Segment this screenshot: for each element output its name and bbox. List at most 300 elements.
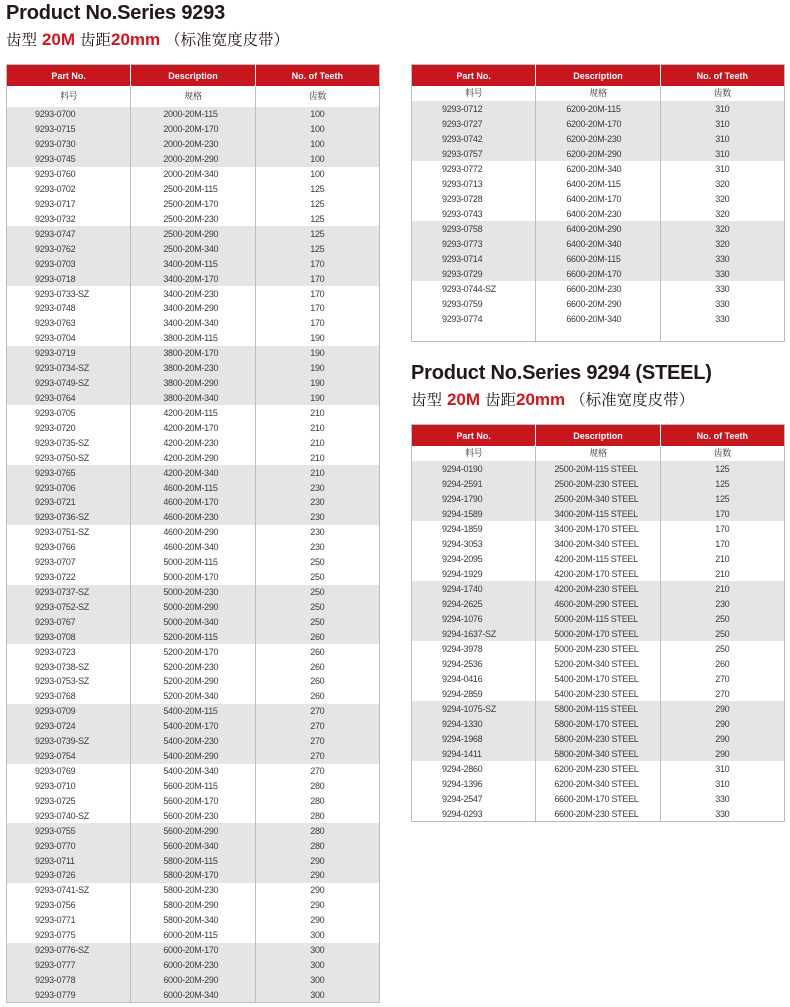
part-no-cell: 9294-2095 bbox=[442, 553, 483, 564]
teeth-cell: 250 bbox=[660, 626, 784, 641]
table-row bbox=[7, 883, 380, 898]
teeth-cell: 125 bbox=[255, 182, 379, 197]
part-no-cell: 9293-0728 bbox=[442, 193, 483, 204]
teeth-cell: 250 bbox=[255, 599, 379, 614]
part-no-cell: 9294-1589 bbox=[412, 506, 536, 521]
part-no-cell: 9294-2536 bbox=[442, 658, 483, 669]
part-no-cell: 9293-0752-SZ bbox=[7, 599, 131, 614]
subtitle-profile: 20M bbox=[41, 30, 76, 49]
table-row bbox=[7, 734, 380, 749]
teeth-cell: 125 bbox=[660, 491, 784, 506]
subheader-row bbox=[7, 86, 380, 107]
table-row bbox=[7, 525, 380, 540]
part-no-cell: 9293-0724 bbox=[7, 719, 131, 734]
part-no-cell: 9294-0416 bbox=[442, 673, 483, 684]
table-row bbox=[412, 266, 785, 281]
description-cell: 3400-20M-290 bbox=[131, 301, 255, 316]
table-row bbox=[7, 778, 380, 793]
description-cell: 5800-20M-230 STEEL bbox=[536, 731, 660, 746]
table-row bbox=[412, 671, 785, 686]
teeth-cell: 320 bbox=[660, 176, 784, 191]
table-row bbox=[7, 943, 380, 958]
table-row bbox=[7, 510, 380, 525]
subheader-part-no: 料号 bbox=[464, 88, 483, 99]
table-row bbox=[7, 167, 380, 182]
table-row bbox=[7, 540, 380, 555]
teeth-cell: 290 bbox=[255, 868, 379, 883]
part-no-cell: 9293-0712 bbox=[412, 101, 536, 116]
description-cell: 5400-20M-170 bbox=[131, 719, 255, 734]
description-cell: 6400-20M-290 bbox=[536, 221, 660, 236]
table-row bbox=[412, 236, 785, 251]
teeth-cell: 290 bbox=[660, 746, 784, 761]
part-no-cell: 9294-2860 bbox=[442, 763, 483, 774]
table-empty-row bbox=[412, 326, 785, 342]
series-9294-table bbox=[411, 424, 785, 822]
subheader-description: 规格 bbox=[536, 446, 660, 461]
description-cell: 5200-20M-290 bbox=[131, 674, 255, 689]
teeth-cell: 330 bbox=[660, 296, 784, 311]
table-row bbox=[7, 316, 380, 331]
description-cell: 2000-20M-230 bbox=[131, 137, 255, 152]
table-row bbox=[7, 197, 380, 212]
part-no-cell: 9294-1411 bbox=[412, 746, 536, 761]
table-row bbox=[7, 376, 380, 391]
part-no-cell: 9293-0703 bbox=[7, 256, 131, 271]
teeth-cell: 310 bbox=[660, 761, 784, 776]
col-header-teeth: No. of Teeth bbox=[660, 425, 784, 447]
description-cell: 6400-20M-230 bbox=[536, 206, 660, 221]
part-no-cell: 9293-0767 bbox=[7, 614, 131, 629]
teeth-cell: 280 bbox=[255, 778, 379, 793]
subtitle-profile: 20M bbox=[446, 390, 481, 409]
part-no-cell: 9293-0765 bbox=[7, 465, 131, 480]
teeth-cell: 125 bbox=[255, 211, 379, 226]
col-header-part-no: Part No. bbox=[412, 425, 536, 447]
table-row bbox=[412, 146, 785, 161]
part-no-cell: 9293-0719 bbox=[7, 346, 131, 361]
description-cell: 5400-20M-230 STEEL bbox=[536, 686, 660, 701]
table-row bbox=[7, 137, 380, 152]
description-cell: 6000-20M-170 bbox=[131, 943, 255, 958]
description-cell: 5800-20M-230 bbox=[131, 883, 255, 898]
table-row bbox=[412, 716, 785, 731]
part-no-cell: 9293-0715 bbox=[7, 122, 131, 137]
part-no-cell: 9293-0726 bbox=[7, 868, 131, 883]
part-no-cell: 9293-0706 bbox=[7, 480, 131, 495]
table-row bbox=[412, 536, 785, 551]
subheader-part-no: 料号 bbox=[464, 448, 483, 459]
table-row bbox=[412, 611, 785, 626]
series-9293-table-left bbox=[6, 64, 380, 1003]
part-no-cell: 9293-0763 bbox=[35, 318, 76, 329]
description-cell: 6600-20M-115 bbox=[536, 251, 660, 266]
description-cell: 6600-20M-230 bbox=[536, 281, 660, 296]
teeth-cell: 170 bbox=[660, 506, 784, 521]
teeth-cell: 170 bbox=[255, 256, 379, 271]
description-cell: 5600-20M-290 bbox=[131, 823, 255, 838]
part-no-cell: 9294-1076 bbox=[412, 611, 536, 626]
table-row bbox=[7, 659, 380, 674]
part-no-cell: 9293-0711 bbox=[7, 853, 131, 868]
teeth-cell: 250 bbox=[255, 585, 379, 600]
table-row bbox=[7, 256, 380, 271]
teeth-cell: 190 bbox=[255, 391, 379, 406]
teeth-cell: 230 bbox=[255, 540, 379, 555]
table-row bbox=[7, 958, 380, 973]
table-row bbox=[412, 506, 785, 521]
description-cell: 5000-20M-230 STEEL bbox=[536, 641, 660, 656]
teeth-cell: 280 bbox=[255, 823, 379, 838]
table-row bbox=[7, 152, 380, 167]
teeth-cell: 260 bbox=[660, 656, 784, 671]
description-cell: 5200-20M-170 bbox=[131, 644, 255, 659]
table-row bbox=[7, 868, 380, 883]
subtitle-suffix: （标准宽度皮带） bbox=[570, 391, 695, 409]
teeth-cell: 310 bbox=[660, 116, 784, 131]
description-cell: 4600-20M-230 bbox=[131, 510, 255, 525]
table-row bbox=[412, 731, 785, 746]
teeth-cell: 300 bbox=[255, 987, 379, 1002]
part-no-cell: 9293-0734-SZ bbox=[7, 361, 131, 376]
description-cell: 3400-20M-340 bbox=[131, 316, 255, 331]
empty-cell bbox=[412, 326, 536, 342]
description-cell: 3400-20M-170 bbox=[131, 271, 255, 286]
description-cell: 5800-20M-115 bbox=[131, 853, 255, 868]
part-no-cell: 9293-0775 bbox=[35, 930, 76, 941]
part-no-cell: 9293-0773 bbox=[412, 236, 536, 251]
description-cell: 5200-20M-340 bbox=[131, 689, 255, 704]
description-cell: 3800-20M-340 bbox=[131, 391, 255, 406]
teeth-cell: 170 bbox=[660, 536, 784, 551]
part-no-cell: 9293-0772 bbox=[442, 163, 483, 174]
part-no-cell: 9294-1330 bbox=[412, 716, 536, 731]
teeth-cell: 310 bbox=[660, 146, 784, 161]
teeth-cell: 310 bbox=[660, 101, 784, 116]
part-no-cell: 9293-0718 bbox=[7, 271, 131, 286]
teeth-cell: 100 bbox=[255, 152, 379, 167]
part-no-cell: 9294-1637-SZ bbox=[412, 626, 536, 641]
table-row bbox=[7, 704, 380, 719]
part-no-cell: 9293-0779 bbox=[7, 987, 131, 1002]
part-no-cell: 9293-0774 bbox=[442, 313, 483, 324]
table-row bbox=[7, 823, 380, 838]
teeth-cell: 210 bbox=[660, 551, 784, 566]
table-row bbox=[7, 913, 380, 928]
description-cell: 6400-20M-170 bbox=[536, 191, 660, 206]
teeth-cell: 125 bbox=[255, 226, 379, 241]
teeth-cell: 300 bbox=[255, 958, 379, 973]
teeth-cell: 290 bbox=[660, 731, 784, 746]
table-row bbox=[7, 808, 380, 823]
description-cell: 5800-20M-115 STEEL bbox=[536, 701, 660, 716]
description-cell: 6200-20M-230 STEEL bbox=[536, 761, 660, 776]
subheader-row bbox=[412, 446, 785, 461]
series-9293-subtitle bbox=[6, 28, 289, 50]
part-no-cell: 9294-0190 bbox=[412, 461, 536, 476]
description-cell: 6600-20M-170 STEEL bbox=[536, 791, 660, 806]
subtitle-prefix: 齿型 bbox=[411, 391, 443, 409]
description-cell: 4200-20M-340 bbox=[131, 465, 255, 480]
part-no-cell: 9293-0750-SZ bbox=[35, 452, 89, 463]
header-row bbox=[412, 65, 785, 87]
teeth-cell: 125 bbox=[255, 241, 379, 256]
table-row bbox=[7, 853, 380, 868]
description-cell: 4200-20M-115 STEEL bbox=[536, 551, 660, 566]
part-no-cell: 9294-3053 bbox=[442, 538, 483, 549]
description-cell: 6200-20M-340 bbox=[536, 161, 660, 176]
part-no-cell: 9293-0753-SZ bbox=[35, 676, 89, 687]
description-cell: 5400-20M-115 bbox=[131, 704, 255, 719]
description-cell: 2500-20M-170 bbox=[131, 197, 255, 212]
table-row bbox=[7, 614, 380, 629]
part-no-cell: 9293-0756 bbox=[35, 900, 76, 911]
part-no-cell: 9293-0776-SZ bbox=[7, 943, 131, 958]
teeth-cell: 300 bbox=[255, 928, 379, 943]
teeth-cell: 210 bbox=[255, 465, 379, 480]
description-cell: 2500-20M-115 bbox=[131, 182, 255, 197]
part-no-cell: 9293-0708 bbox=[7, 629, 131, 644]
teeth-cell: 210 bbox=[255, 450, 379, 465]
part-no-cell: 9294-0293 bbox=[442, 808, 483, 819]
description-cell: 5400-20M-290 bbox=[131, 749, 255, 764]
teeth-cell: 190 bbox=[255, 331, 379, 346]
description-cell: 5600-20M-340 bbox=[131, 838, 255, 853]
description-cell: 4600-20M-340 bbox=[131, 540, 255, 555]
series-9293-title: Product No.Series 9293 bbox=[6, 2, 226, 24]
table-row bbox=[412, 476, 785, 491]
table-row bbox=[412, 641, 785, 656]
part-no-cell: 9293-0732 bbox=[35, 213, 76, 224]
table-row bbox=[7, 555, 380, 570]
part-no-cell: 9293-0729 bbox=[412, 266, 536, 281]
part-no-cell: 9293-0744-SZ bbox=[442, 283, 496, 294]
teeth-cell: 190 bbox=[255, 346, 379, 361]
table-row bbox=[7, 361, 380, 376]
series-9293-table-right bbox=[411, 64, 785, 342]
teeth-cell: 280 bbox=[255, 808, 379, 823]
part-no-cell: 9293-0771 bbox=[35, 915, 76, 926]
table-row bbox=[412, 101, 785, 116]
description-cell: 5400-20M-170 STEEL bbox=[536, 671, 660, 686]
teeth-cell: 280 bbox=[255, 838, 379, 853]
table-row bbox=[412, 656, 785, 671]
teeth-cell: 330 bbox=[660, 281, 784, 296]
teeth-cell: 250 bbox=[660, 611, 784, 626]
description-cell: 2000-20M-290 bbox=[131, 152, 255, 167]
teeth-cell: 210 bbox=[660, 581, 784, 596]
part-no-cell: 9293-0717 bbox=[35, 198, 76, 209]
description-cell: 6600-20M-170 bbox=[536, 266, 660, 281]
table-row bbox=[412, 281, 785, 296]
teeth-cell: 250 bbox=[660, 641, 784, 656]
table-row bbox=[7, 346, 380, 361]
table-row bbox=[7, 405, 380, 420]
part-no-cell: 9293-0745 bbox=[7, 152, 131, 167]
header-row bbox=[412, 425, 785, 447]
description-cell: 3400-20M-170 STEEL bbox=[536, 521, 660, 536]
table-row bbox=[7, 286, 380, 301]
part-no-cell: 9294-3978 bbox=[442, 643, 483, 654]
col-header-teeth: No. of Teeth bbox=[255, 65, 379, 87]
table-row bbox=[7, 674, 380, 689]
teeth-cell: 320 bbox=[660, 191, 784, 206]
part-no-cell: 9293-0754 bbox=[7, 749, 131, 764]
teeth-cell: 210 bbox=[255, 405, 379, 420]
teeth-cell: 270 bbox=[255, 704, 379, 719]
description-cell: 6400-20M-340 bbox=[536, 236, 660, 251]
subheader-teeth: 齿数 bbox=[660, 446, 784, 461]
part-no-cell: 9293-0722 bbox=[35, 572, 76, 583]
description-cell: 6600-20M-340 bbox=[536, 311, 660, 326]
description-cell: 3800-20M-170 bbox=[131, 346, 255, 361]
part-no-cell: 9293-0740-SZ bbox=[35, 810, 89, 821]
teeth-cell: 270 bbox=[660, 671, 784, 686]
teeth-cell: 100 bbox=[255, 122, 379, 137]
description-cell: 4200-20M-290 bbox=[131, 450, 255, 465]
teeth-cell: 230 bbox=[255, 525, 379, 540]
teeth-cell: 290 bbox=[255, 913, 379, 928]
part-no-cell: 9294-1790 bbox=[412, 491, 536, 506]
description-cell: 5600-20M-170 bbox=[131, 793, 255, 808]
table-row bbox=[7, 226, 380, 241]
description-cell: 4600-20M-170 bbox=[131, 495, 255, 510]
description-cell: 6600-20M-230 STEEL bbox=[536, 806, 660, 822]
table-row bbox=[7, 391, 380, 406]
description-cell: 3400-20M-230 bbox=[131, 286, 255, 301]
subheader-part-no: 料号 bbox=[59, 91, 78, 102]
table-row bbox=[7, 465, 380, 480]
table-row bbox=[7, 211, 380, 226]
teeth-cell: 330 bbox=[660, 311, 784, 326]
table-row bbox=[412, 701, 785, 716]
part-no-cell: 9293-0739-SZ bbox=[7, 734, 131, 749]
teeth-cell: 170 bbox=[255, 271, 379, 286]
col-header-part-no: Part No. bbox=[412, 65, 536, 87]
teeth-cell: 290 bbox=[255, 853, 379, 868]
table-row bbox=[412, 596, 785, 611]
teeth-cell: 310 bbox=[660, 161, 784, 176]
teeth-cell: 260 bbox=[255, 644, 379, 659]
part-no-cell: 9293-0777 bbox=[7, 958, 131, 973]
teeth-cell: 260 bbox=[255, 674, 379, 689]
table-row bbox=[7, 271, 380, 286]
description-cell: 6200-20M-230 bbox=[536, 131, 660, 146]
part-no-cell: 9293-0747 bbox=[7, 226, 131, 241]
table-row bbox=[412, 251, 785, 266]
description-cell: 4200-20M-170 bbox=[131, 420, 255, 435]
part-no-cell: 9293-0743 bbox=[442, 208, 483, 219]
part-no-cell: 9293-0735-SZ bbox=[35, 437, 89, 448]
description-cell: 5400-20M-230 bbox=[131, 734, 255, 749]
description-cell: 5200-20M-340 STEEL bbox=[536, 656, 660, 671]
teeth-cell: 170 bbox=[255, 286, 379, 301]
part-no-cell: 9294-2625 bbox=[412, 596, 536, 611]
teeth-cell: 260 bbox=[255, 689, 379, 704]
teeth-cell: 260 bbox=[255, 629, 379, 644]
description-cell: 4200-20M-230 STEEL bbox=[536, 581, 660, 596]
table-row bbox=[412, 176, 785, 191]
teeth-cell: 290 bbox=[660, 716, 784, 731]
teeth-cell: 210 bbox=[660, 566, 784, 581]
description-cell: 4600-20M-290 STEEL bbox=[536, 596, 660, 611]
col-header-part-no: Part No. bbox=[7, 65, 131, 87]
teeth-cell: 190 bbox=[255, 361, 379, 376]
teeth-cell: 125 bbox=[660, 476, 784, 491]
table-row bbox=[7, 719, 380, 734]
table-row bbox=[412, 626, 785, 641]
teeth-cell: 230 bbox=[255, 495, 379, 510]
teeth-cell: 125 bbox=[255, 197, 379, 212]
part-no-cell: 9293-0738-SZ bbox=[35, 661, 89, 672]
teeth-cell: 270 bbox=[255, 734, 379, 749]
part-no-cell: 9293-0749-SZ bbox=[7, 376, 131, 391]
teeth-cell: 270 bbox=[255, 719, 379, 734]
table-row bbox=[7, 122, 380, 137]
teeth-cell: 330 bbox=[660, 806, 784, 822]
description-cell: 3800-20M-230 bbox=[131, 361, 255, 376]
part-no-cell: 9293-0758 bbox=[412, 221, 536, 236]
table-row bbox=[412, 551, 785, 566]
part-no-cell: 9293-0725 bbox=[35, 795, 76, 806]
part-no-cell: 9294-2547 bbox=[442, 793, 483, 804]
teeth-cell: 290 bbox=[255, 898, 379, 913]
series-9294-subtitle bbox=[411, 388, 694, 410]
description-cell: 5800-20M-170 STEEL bbox=[536, 716, 660, 731]
description-cell: 5000-20M-115 STEEL bbox=[536, 611, 660, 626]
teeth-cell: 330 bbox=[660, 266, 784, 281]
teeth-cell: 280 bbox=[255, 793, 379, 808]
empty-cell bbox=[660, 326, 784, 342]
description-cell: 5800-20M-290 bbox=[131, 898, 255, 913]
part-no-cell: 9293-0710 bbox=[35, 780, 76, 791]
description-cell: 5800-20M-340 bbox=[131, 913, 255, 928]
description-cell: 4200-20M-170 STEEL bbox=[536, 566, 660, 581]
teeth-cell: 330 bbox=[660, 791, 784, 806]
teeth-cell: 230 bbox=[660, 596, 784, 611]
description-cell: 5200-20M-230 bbox=[131, 659, 255, 674]
teeth-cell: 100 bbox=[255, 167, 379, 182]
part-no-cell: 9293-0713 bbox=[442, 178, 483, 189]
teeth-cell: 300 bbox=[255, 943, 379, 958]
teeth-cell: 100 bbox=[255, 137, 379, 152]
part-no-cell: 9293-0720 bbox=[35, 422, 76, 433]
part-no-cell: 9293-0704 bbox=[35, 333, 76, 344]
part-no-cell: 9293-0727 bbox=[412, 116, 536, 131]
description-cell: 5000-20M-115 bbox=[131, 555, 255, 570]
teeth-cell: 190 bbox=[255, 376, 379, 391]
table-row bbox=[7, 838, 380, 853]
part-no-cell: 9293-0764 bbox=[7, 391, 131, 406]
description-cell: 2500-20M-230 bbox=[131, 211, 255, 226]
table-row bbox=[7, 450, 380, 465]
table-row bbox=[7, 182, 380, 197]
part-no-cell: 9293-0742 bbox=[412, 131, 536, 146]
table-row bbox=[412, 806, 785, 822]
description-cell: 6600-20M-290 bbox=[536, 296, 660, 311]
part-no-cell: 9293-0730 bbox=[7, 137, 131, 152]
teeth-cell: 210 bbox=[255, 435, 379, 450]
table-row bbox=[7, 793, 380, 808]
description-cell: 6000-20M-340 bbox=[131, 987, 255, 1002]
teeth-cell: 300 bbox=[255, 972, 379, 987]
part-no-cell: 9294-1740 bbox=[412, 581, 536, 596]
part-no-cell: 9294-1859 bbox=[442, 523, 483, 534]
teeth-cell: 100 bbox=[255, 107, 379, 122]
description-cell: 4200-20M-115 bbox=[131, 405, 255, 420]
part-no-cell: 9293-0721 bbox=[7, 495, 131, 510]
part-no-cell: 9293-0741-SZ bbox=[35, 885, 89, 896]
